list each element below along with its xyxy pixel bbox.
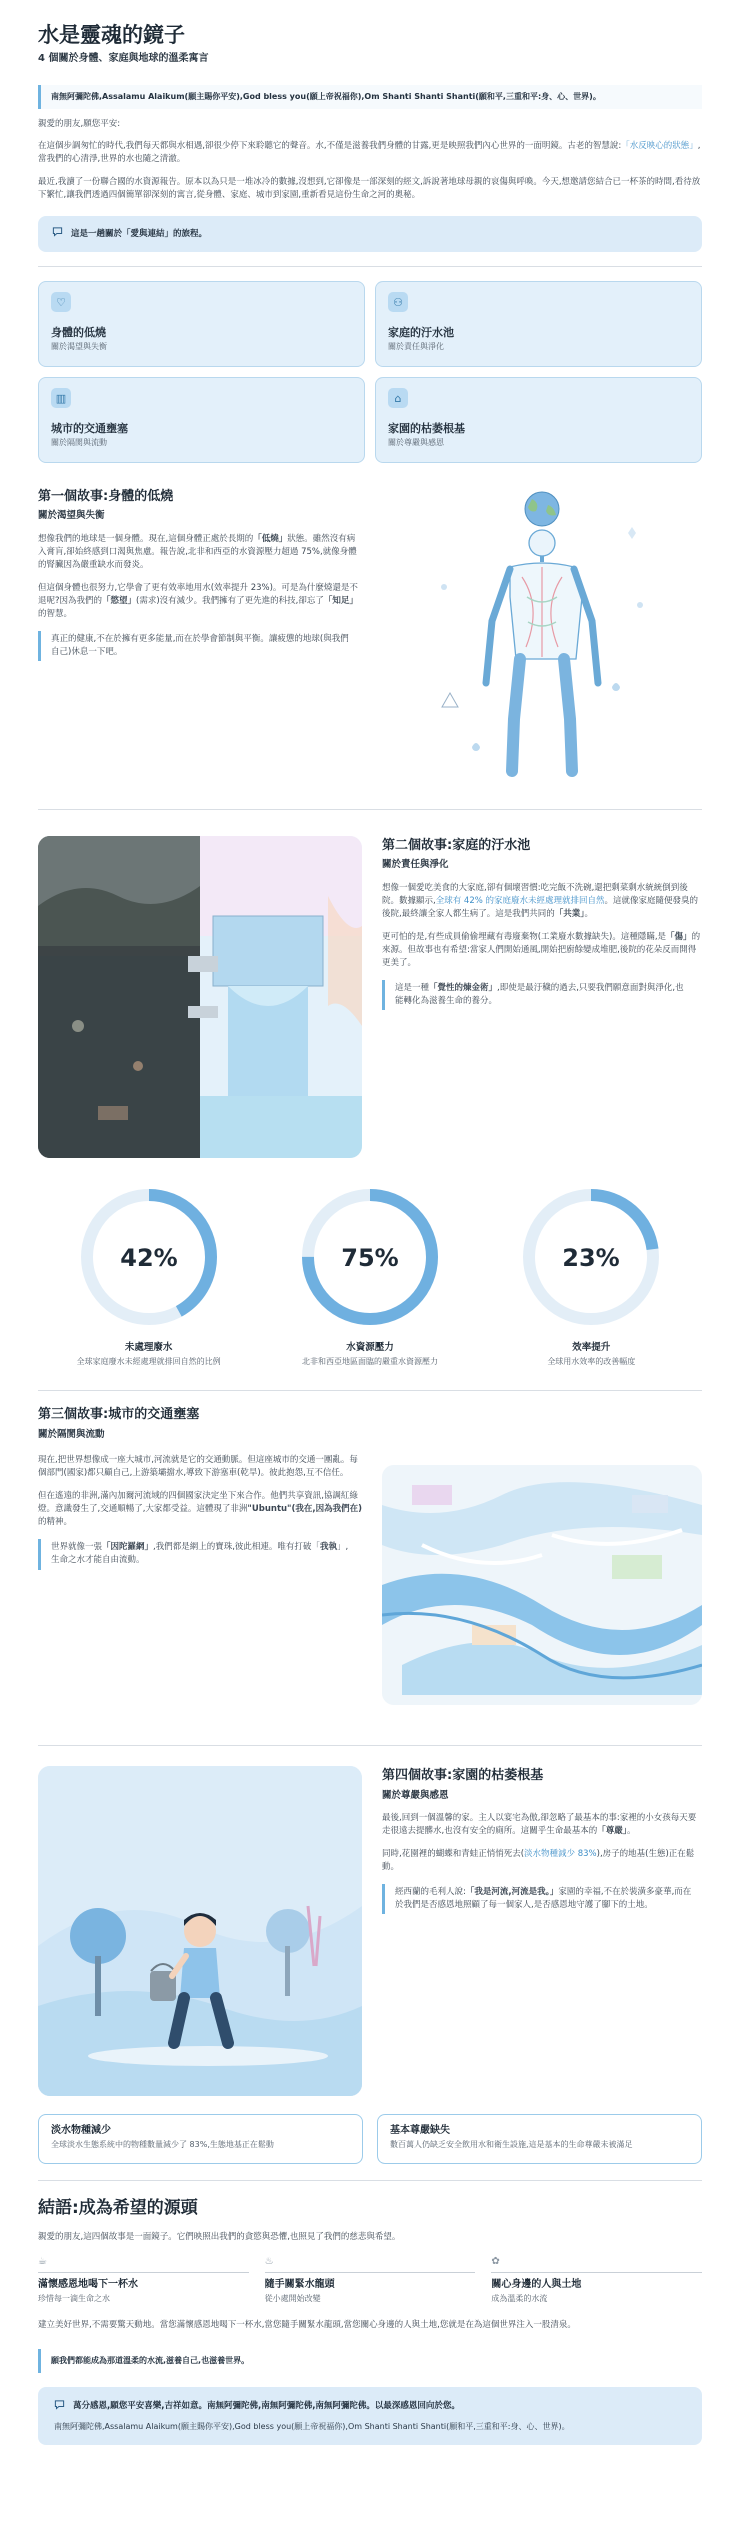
card-title: 城市的交通壅塞 [51,422,128,436]
fact-description: 全球淡水生態系統中的物種數量減少了 83%,生態地基正在鬆動 [51,2139,274,2149]
water-body-illustration [382,487,702,787]
divider [38,266,702,267]
card-title: 家園的枯萎根基 [388,422,465,436]
stat-label: 未處理廢水 [124,1342,173,1354]
fact-title: 淡水物種減少 [51,2125,111,2137]
final-blessing [38,2387,702,2446]
card-subtitle: 關於責任與淨化 [388,342,444,352]
hope-item [265,2254,476,2305]
journey-callout: 這是一趟關於「愛與連結」的旅程。 [38,216,702,252]
home-icon: ⌂ [388,388,408,408]
stat-untreated-wastewater [49,1182,249,1368]
story-4-paragraph-2: 同時,花園裡的蝴蝶和青蛙正悄悄死去(淡水物種減少 83%),房子的地基(生態)正在鬆動。 [382,1848,695,1872]
hope-title: 關心身邊的人與土地 [491,2272,702,2293]
hope-subtitle: 珍惜每一滴生命之水 [38,2293,110,2303]
intro-paragraph-1: 在這個步調匆忙的時代,我們每天都與水相遇,卻很少停下來聆聽它的聲音。水,不僅是滋養我們身體的甘露,更是映照我們內心世界的一面明鏡。古老的智慧說:「水反映心的狀態」,當我們的心清淨,世界的水也隨之清澈。 [38,141,701,165]
salutation: 親愛的朋友,願您平安: [38,119,121,130]
story-4-subtitle: 關於尊嚴與感恩 [382,1789,449,1801]
stats-row [38,1182,702,1368]
divider [38,809,702,810]
svg-text:23%: 23% [562,1244,621,1273]
story-1-quote: 真正的健康,不在於擁有更多能量,而在於學會節制與平衡。讓疲憊的地球(與我們自己)休息一下吧。 [38,631,362,661]
conclusion-paragraph-1: 親愛的朋友,這四個故事是一面鏡子。它們映照出我們的貪慾與恐懼,也照見了我們的慈悲與希望。 [38,2231,401,2242]
stat-ring [74,1182,224,1332]
story-1-paragraph-2: 但這個身體也很努力,它學會了更有效率地用水(效率提升 23%)。可是為什麼燒還是不退呢?因為我們的「慾望」(需求)沒有減少。我們擁有了更先進的科技,卻忘了「知足」的智慧。 [38,582,358,619]
story-2-subtitle: 關於責任與淨化 [382,859,449,871]
card-city[interactable] [38,377,365,463]
wish-bar: 願我們都能成為那道溫柔的水流,滋養自己,也滋養世界。 [38,2349,702,2373]
fact-title: 基本尊嚴缺失 [390,2125,450,2137]
river-city-illustration [382,1465,702,1705]
hope-item [38,2254,249,2305]
fact-boxes [38,2114,702,2164]
story-1 [38,487,702,787]
card-subtitle: 關於隔閡與流動 [51,438,107,448]
stat-water-stress [270,1182,470,1368]
greeting-bar: 南無阿彌陀佛,Assalamu Alaikum(願主賜你平安),God bless you(願上帝祝福你),Om Shanti Shanti Shanti(願和平,三重和平:身、心、世界)。 [38,85,702,109]
svg-text:42%: 42% [119,1244,178,1273]
stat-label: 效率提升 [572,1342,611,1354]
story-1-subtitle: 關於渴望與失衡 [38,510,105,522]
story-4 [38,1766,702,2096]
conclusion-paragraph-2: 建立美好世界,不需要驚天動地。當您滿懷感恩地喝下一杯水,當您隨手關緊水龍頭,當您關心身邊的人與土地,您就是在為這個世界注入一股清泉。 [38,2320,576,2331]
story-3-paragraph-2: 但在遙遠的非洲,滿內加爾河流域的四個國家決定坐下來合作。他們共享資訊,協調紅綠燈。意識發生了,交通順暢了,大家都受益。這體現了非洲"Ubuntu"(我在,因為我們在)的精神。 [38,1490,362,1527]
heart-icon: ♡ [51,292,71,312]
story-3-title: 第三個故事:城市的交通壅塞 [38,1407,200,1423]
card-subtitle: 關於渴望與失衡 [51,342,107,352]
story-4-quote: 經西蘭的毛利人說:「我是河流,河流是我。」家園的幸福,不在於裝潢多豪華,而在於我們是否感恩地照顧了每一個家人,是否感恩地守護了腳下的土地。 [382,1884,702,1914]
cup-icon: ☕ [38,2255,47,2267]
conclusion-title: 結語:成為希望的源頭 [38,2198,198,2219]
hope-subtitle: 從小處開始改變 [264,2293,321,2303]
story-3 [38,1405,702,1705]
story-3-subtitle: 關於隔閡與流動 [38,1428,105,1440]
story-1-paragraph-1: 想像我們的地球是一個身體。現在,這個身體正處於長期的「低燒」狀態。雖然沒有病入膏肓,卻始終感到口渴與焦慮。報告說,北非和西亞的水資源壓力超過 75%,就像身體的腎臟因為嚴重缺水而發炎。 [38,534,357,571]
divider [38,2180,702,2181]
story-1-title: 第一個故事:身體的低燒 [38,489,174,505]
story-3-paragraph-1: 現在,把世界想像成一座大城市,河流就是它的交通動脈。但這座城市的交通一團亂。每個部門(國家)都只顧自己,上游築壩擋水,導致下游塞車(乾旱)。彼此抱怨,互不信任。 [38,1455,358,1479]
card-family[interactable] [375,281,702,367]
hope-actions [38,2254,702,2305]
card-title: 家庭的汙水池 [388,326,454,340]
stat-description: 北非和西亞地區面臨的嚴重水資源壓力 [301,1357,438,1367]
stat-ring [516,1182,666,1332]
story-cards [38,281,702,463]
card-home[interactable] [375,377,702,463]
intro-paragraph-2: 最近,我讀了一份聯合國的水資源報告。原本以為只是一堆冰冷的數據,沒想到,它卻像是一部深刻的經文,訴說著地球母親的哀傷與呼喚。今天,想邀請您結合已一杯茶的時間,看待放下繁忙,讓我們透過四個簡單卻深刻的寓言,從身體、家庭、城市到家園,重新看見這份生命之河的奧秘。 [38,176,701,200]
story-2-title: 第二個故事:家庭的汙水池 [382,838,531,854]
city-icon: ▥ [51,388,71,408]
sprout-icon: ✿ [491,2255,500,2267]
page-subtitle: 4 個關於身體、家庭與地球的溫柔寓言 [38,53,209,65]
card-title: 身體的低燒 [51,326,106,340]
divider [38,1745,702,1746]
final-blessing-line-1: 萬分感恩,願您平安喜樂,吉祥如意。南無阿彌陀佛,南無阿彌陀佛,南無阿彌陀佛。以最深感恩回向於您。 [54,2399,686,2415]
stat-description: 全球用水效率的改善幅度 [547,1357,636,1367]
story-3-quote: 世界就像一張「因陀羅網」,我們都是網上的寶珠,彼此相連。唯有打破「我執」,生命之水才能自由流動。 [38,1539,362,1569]
message-icon [54,2399,65,2415]
hope-title: 隨手關緊水龍頭 [265,2272,476,2293]
svg-text:75%: 75% [341,1244,399,1273]
story-2-quote: 這是一種「覺性的煉金術」,即使是最汙穢的過去,只要我們願意面對與淨化,也能轉化為滋養生命的養分。 [382,980,702,1010]
stat-ring [295,1182,445,1332]
story-4-paragraph-1: 最後,回到一個溫馨的家。主人以宴宅為傲,卻忽略了最基本的事:家裡的小女孩每天要走很遠去提髒水,也沒有安全的廁所。這關乎生命最基本的「尊嚴」。 [382,1813,697,1837]
fact-description: 數百萬人仍缺乏安全飲用水和衛生設施,這是基本的生命尊嚴未被滿足 [390,2139,633,2149]
fact-box-dignity [377,2114,702,2164]
message-icon [52,226,63,242]
story-4-title: 第四個故事:家園的枯萎根基 [382,1768,544,1784]
card-body[interactable] [38,281,365,367]
stat-description: 全球家庭廢水未經處理就排回自然的比例 [76,1357,221,1367]
card-subtitle: 關於尊嚴與感恩 [388,438,444,448]
stat-efficiency [491,1182,691,1368]
family-icon: ⚇ [388,292,408,312]
story-2-paragraph-1: 想像一個愛吃美食的大家庭,卻有個壞習慣:吃完飯不洗碗,還把剩菜剩水統統倒到後院。數據顯示,全球有 42% 的家庭廢水未經處理就排回自然。這就像家庭隨便發臭的後院,最終讓全家人都生病了。這是我們共同的「共業」。 [382,883,699,920]
fact-box-species [38,2114,363,2164]
hope-item [491,2254,702,2305]
story-2 [38,836,702,1158]
story-2-paragraph-2: 更可怕的是,有些成員偷偷埋藏有毒廢棄物(工業廢水數據缺失)。這種隱瞞,是「傷」的來源。但故事也有希望:當家人們開始通風,開始把廚餘變成堆肥,後院的花朵反而開得更美了。 [382,931,701,968]
leaf-icon: ♨ [264,2255,274,2267]
hope-title: 滿懷感恩地喝下一杯水 [38,2272,249,2293]
hope-subtitle: 成為溫柔的水流 [491,2293,548,2303]
page-title: 水是靈魂的鏡子 [38,23,185,47]
divider [38,1390,702,1391]
final-blessing-line-2: 南無阿彌陀佛,Assalamu Alaikum(願主賜你平安),God bless you(願上帝祝福你),Om Shanti Shanti Shanti(願和平,三重和平:身、心、世界)。 [54,2422,570,2432]
polluted-vs-clean-water-illustration [38,836,362,1158]
girl-carrying-water-illustration [38,1766,362,2096]
stat-label: 水資源壓力 [346,1342,394,1354]
